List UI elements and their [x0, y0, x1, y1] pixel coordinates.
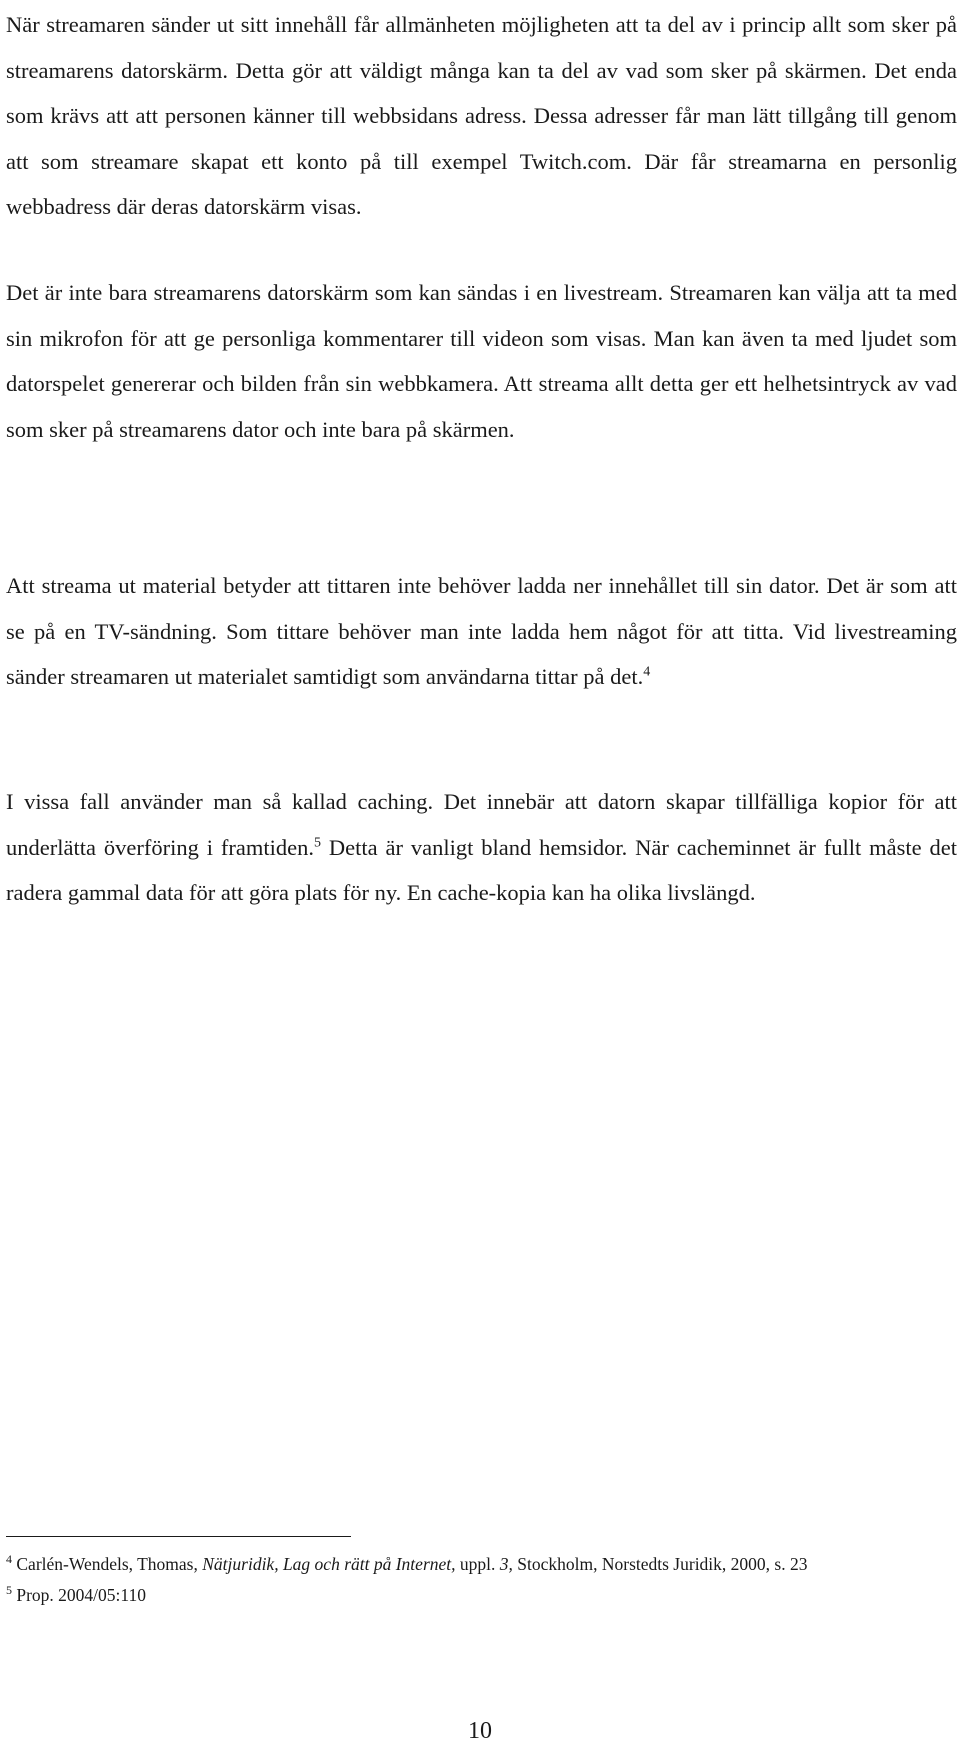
footnote-text: Prop. 2004/05:110 — [12, 1585, 147, 1605]
footnote-title: Nätjuridik, Lag och rätt på Internet, — [202, 1554, 456, 1574]
footnote-text: Carlén-Wendels, Thomas, — [12, 1554, 203, 1574]
footnote-text: uppl. — [455, 1554, 500, 1574]
footnote-4 — [6, 1553, 957, 1576]
footnotes — [6, 1553, 957, 1615]
footnote-text: Stockholm, Norstedts Juridik, 2000, s. 23 — [512, 1554, 808, 1574]
footnote-reference[interactable]: 4 — [643, 664, 651, 680]
paragraph-4 — [6, 779, 957, 916]
paragraph-text: I vissa fall använder man så kallad caching. Det innebär att datorn skapar tillfälliga kopior för att underlätta överföring i framtiden. — [6, 789, 957, 860]
footnote-number: 5 — [6, 1583, 12, 1598]
paragraph-text: Detta är vanligt bland hemsidor. När cacheminnet är fullt måste det radera gammal data för att göra plats för ny. En cache-kopia kan ha olika livslängd. — [6, 834, 957, 905]
paragraph-content — [6, 779, 957, 916]
paragraph-text: Det är inte bara streamarens datorskärm som kan sändas i en livestream. Streamaren kan välja att ta med sin mikrofon för att ge personliga kommentarer till videon som visas. Man kan även ta med ljudet som datorspelet genererar och bilden från sin webbkamera. Att streama allt detta ger ett helhetsintryck av vad som sker på streamarens dator och inte bara på skärmen. — [6, 280, 957, 442]
footnote-reference[interactable]: 5 — [313, 835, 321, 850]
paragraph-2 — [6, 270, 957, 452]
footnote-5 — [6, 1584, 957, 1607]
paragraph-text: Att streama ut material betyder att tittaren inte behöver ladda ner innehållet till sin dator. Det är som att se på en TV-sändning. Som tittare behöver man inte ladda hem något för att titta. Vid livestreaming sänder streamaren ut materialet samtidigt som användarna tittar på det. — [6, 573, 957, 689]
footnote-separator — [6, 1536, 351, 1537]
page-number: 10 — [468, 1718, 492, 1744]
paragraph-text: När streamaren sänder ut sitt innehåll får allmänheten möjligheten att ta del av i princip allt som sker på streamarens datorskärm. Detta gör att väldigt många kan ta del av vad som sker på skärmen. Det enda som krävs att att personen känner till webbsidans adress. Dessa adresser får man lätt tillgång till genom att som streamare skapat ett konto på till exempel Twitch.com. Där får streamarna en personlig webbadress där deras datorskärm visas. — [6, 12, 957, 219]
footnote-number: 4 — [6, 1552, 12, 1567]
paragraph-3 — [6, 563, 957, 700]
paragraph-1 — [6, 2, 957, 230]
footnote-edition: 3, — [499, 1554, 513, 1574]
paragraph-content — [6, 563, 957, 700]
